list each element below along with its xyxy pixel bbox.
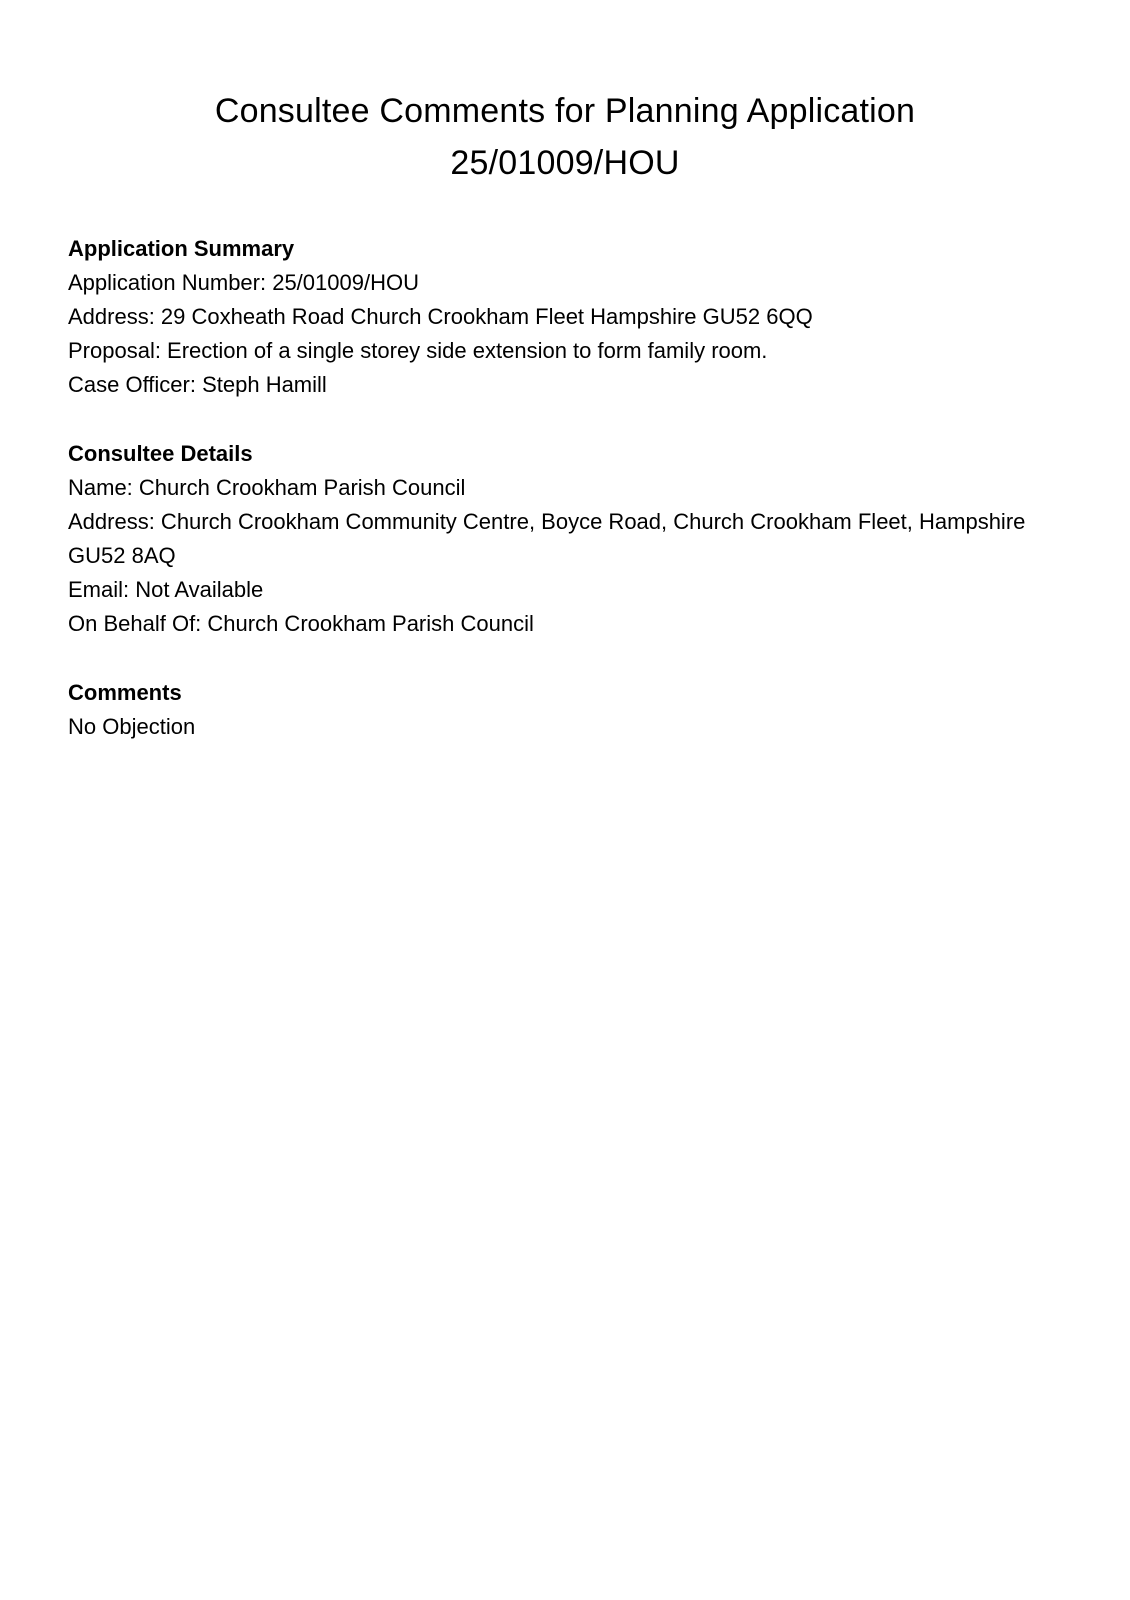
application-number: Application Number: 25/01009/HOU — [68, 270, 419, 295]
comments-heading: Comments — [68, 680, 182, 705]
consultee-address: Address: Church Crookham Community Centre, Boyce Road, Church Crookham Fleet, Hampshire GU52 8AQ — [68, 509, 1026, 568]
title-line-2-application-ref: 25/01009/HOU — [450, 144, 680, 182]
comments-text: No Objection — [68, 714, 196, 739]
on-behalf-of: On Behalf Of: Church Crookham Parish Council — [68, 611, 534, 636]
page-title — [60, 85, 1070, 189]
proposal: Proposal: Erection of a single storey side extension to form family room. — [68, 338, 768, 363]
consultee-details-section — [68, 437, 1070, 641]
consultee-name: Name: Church Crookham Parish Council — [68, 475, 466, 500]
comments-section — [68, 676, 1070, 744]
consultee-details-heading: Consultee Details — [68, 441, 253, 466]
case-officer: Case Officer: Steph Hamill — [68, 372, 327, 397]
application-summary-section — [68, 232, 1070, 402]
application-summary-heading: Application Summary — [68, 236, 295, 261]
consultee-email: Email: Not Available — [68, 577, 264, 602]
title-line-1: Consultee Comments for Planning Application — [214, 92, 916, 130]
site-address: Address: 29 Coxheath Road Church Crookham Fleet Hampshire GU52 6QQ — [68, 304, 813, 329]
